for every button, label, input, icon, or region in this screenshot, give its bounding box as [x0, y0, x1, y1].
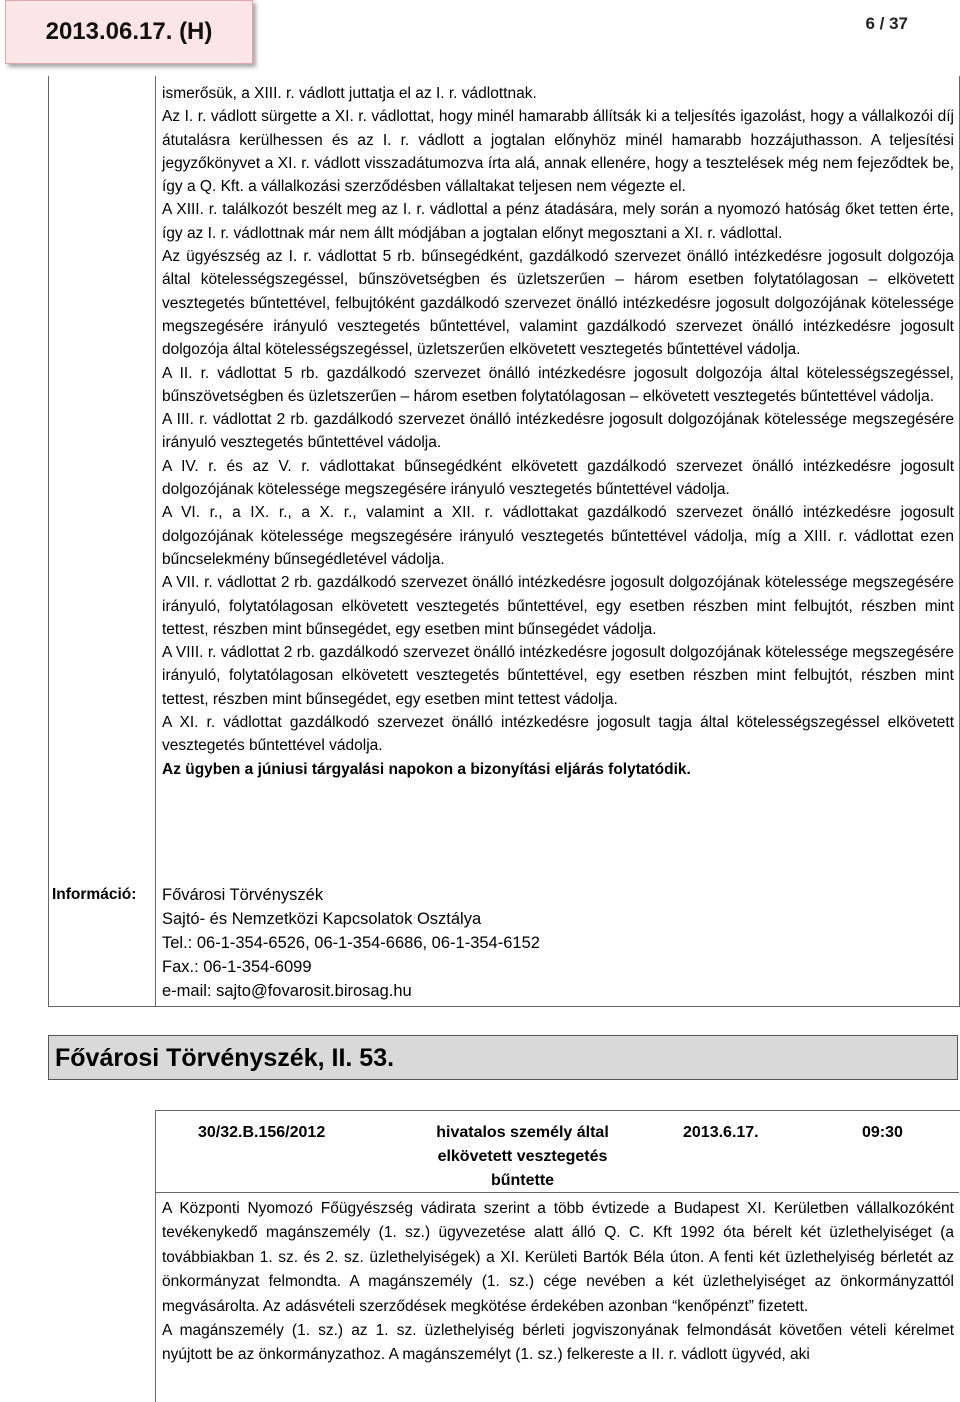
- case-paragraph: A VI. r., a IX. r., a X. r., valamint a XII. r. vádlottakat gazdálkodó szervezet önálló intézkedésre jogosult dolgozójának kötelessége megszegésére irányuló vesztegetés bűntettével vádolja, míg a XIII. r. vádlottat ezen bűncselekmény bűnsegédletével vádolja.: [162, 504, 954, 568]
- info-department: Sajtó- és Nemzetközi Kapcsolatok Osztálya: [162, 910, 482, 928]
- case-paragraph: Az I. r. vádlott sürgette a XI. r. vádlottat, hogy minél hamarabb állítsák ki a teljesítés igazolást, hogy a vállalkozói díj átutalásra kerülhessen és az I. r. vádlott a jogtalan előnyhöz minél hamarabb hozzájuthasson. A teljesítési jegyzőkönyvet a XI. r. vádlott visszadátumozva írta alá, annak ellenére, hogy a tesztelések még nem fejeződtek be, így a Q. Kft. a vállalkozási szerződésben vállaltakat teljesen nem végezte el.: [162, 108, 954, 196]
- case2-description: [162, 1197, 954, 1368]
- case-description: [162, 82, 954, 781]
- info-court: Fővárosi Törvényszék: [162, 886, 324, 904]
- case2-paragraph: A magánszemély (1. sz.) az 1. sz. üzlethelyiség bérleti jogviszonyának felmondását követően vételi kérelmet nyújtott be az önkormányzathoz. A magánszemélyt (1. sz.) felkereste a II. r. vádlott ügyvéd, aki: [162, 1322, 954, 1364]
- case-paragraph: Az ügyészség az I. r. vádlottat 5 rb. bűnsegédként, gazdálkodó szervezet önálló intézkedésre jogosult dolgozója által kötelességszegéssel, bűnszövetségben és üzletszerűen – három esetben folytatólagosan – elkövetett vesztegetés bűntettével, felbujtóként gazdálkodó szervezet önálló intézkedésre jogosult dolgozójának kötelessége megszegésére irányuló vesztegetés bűntettével, valamint gazdálkodó szervezet önálló intézkedésre jogosult dolgozója által kötelességszegéssel, üzletszerűen elkövetett vesztegetés bűntettével vádolja.: [162, 248, 954, 359]
- case-paragraph: A XI. r. vádlottat gazdálkodó szervezet önálló intézkedésre jogosult tagja által kötelességszegéssel elkövetett vesztegetés bűntettével vádolja.: [162, 714, 954, 755]
- hearing-time: 09:30: [862, 1124, 903, 1141]
- case-paragraph: ismerősük, a XIII. r. vádlott juttatja el az I. r. vádlottnak.: [162, 85, 537, 102]
- court-room-heading: Fővárosi Törvényszék, II. 53.: [48, 1035, 958, 1080]
- info-phone: Tel.: 06-1-354-6526, 06-1-354-6686, 06-1-354-6152: [162, 934, 540, 952]
- info-label: Információ:: [52, 886, 137, 903]
- date-badge: [5, 0, 253, 64]
- case-conclusion: Az ügyben a júniusi tárgyalási napokon a bizonyítási eljárás folytatódik.: [162, 760, 691, 778]
- case-number: 30/32.B.156/2012: [198, 1124, 326, 1141]
- case-paragraph: A VII. r. vádlottat 2 rb. gazdálkodó szervezet önálló intézkedésre jogosult dolgozójának kötelessége megszegésére irányuló, folytatólagosan elkövetett vesztegetés bűntettével, egy esetben részben mint felbujtót, részben mint tettest, részben mint bűnsegédet, egy esetben mint bűnsegédet vádolja.: [162, 574, 954, 638]
- case-paragraph: A IV. r. és az V. r. vádlottakat bűnsegédként elkövetett gazdálkodó szervezet önálló intézkedésre jogosult dolgozójának kötelessége megszegésére irányuló vesztegetés bűntettével vádolja.: [162, 457, 954, 499]
- info-fax: Fax.: 06-1-354-6099: [162, 958, 312, 976]
- case-title: hivatalos személy által elkövetett vesztegetés bűntette: [436, 1124, 609, 1189]
- case-paragraph: A II. r. vádlottat 5 rb. gazdálkodó szervezet önálló intézkedésre jogosult dolgozója által kötelességszegéssel, bűnszövetségben és üzletszerűen – három esetben folytatólagosan – elkövetett vesztegetés bűntettével vádolja.: [162, 364, 954, 405]
- case2-paragraph: A Központi Nyomozó Főügyészség vádirata szerint a több évtizede a Budapest XI. Kerületben vállalkozóként tevékenykedő magánszemély (1. sz.) ügyvezetése alatt álló Q. C. Kft 1992 óta bérelt két üzlethelyiséget (a továbbiakban 1. sz. és 2. sz. üzlethelyiségek) a XI. Kerületi Bartók Béla úton. A fenti két üzlethelyiség bérletét az önkormányzat felmondta. A magánszemély (1. sz.) cége nevében a két üzlethelyiséget az önkormányzattól megvásárolta. Az adásvételi szerződések megkötése érdekében azonban “kenőpénzt” fizetett.: [162, 1200, 954, 1315]
- case-paragraph: A III. r. vádlottat 2 rb. gazdálkodó szervezet önálló intézkedésre jogosult dolgozójának kötelessége megszegésére irányuló vesztegetés bűntettével vádolja.: [162, 411, 954, 452]
- column-divider: [155, 76, 156, 1007]
- info-email: e-mail: sajto@fovarosit.birosag.hu: [162, 982, 412, 1000]
- page-number: 6 / 37: [865, 14, 908, 33]
- info-block: [162, 883, 540, 1003]
- hearing-date: 2013.6.17.: [683, 1124, 759, 1141]
- date-text: 2013.06.17. (H): [45, 18, 213, 45]
- case-paragraph: A XIII. r. találkozót beszélt meg az I. r. vádlottal a pénz átadására, mely során a nyomozó hatóság őket tetten érte, így az I. r. vádlottnak már nem állt módjában a jogtalan előnyt megosztani a XI. r. vádlottal.: [162, 201, 954, 242]
- case-paragraph: A VIII. r. vádlottat 2 rb. gazdálkodó szervezet önálló intézkedésre jogosult dolgozójának kötelessége megszegésére irányuló, folytatólagosan elkövetett vesztegetés bűntettével, egy esetben részben mint felbujtót, részben mint tettest, részben mint bűnsegédet, egy esetben mint tettest vádolja.: [162, 644, 954, 708]
